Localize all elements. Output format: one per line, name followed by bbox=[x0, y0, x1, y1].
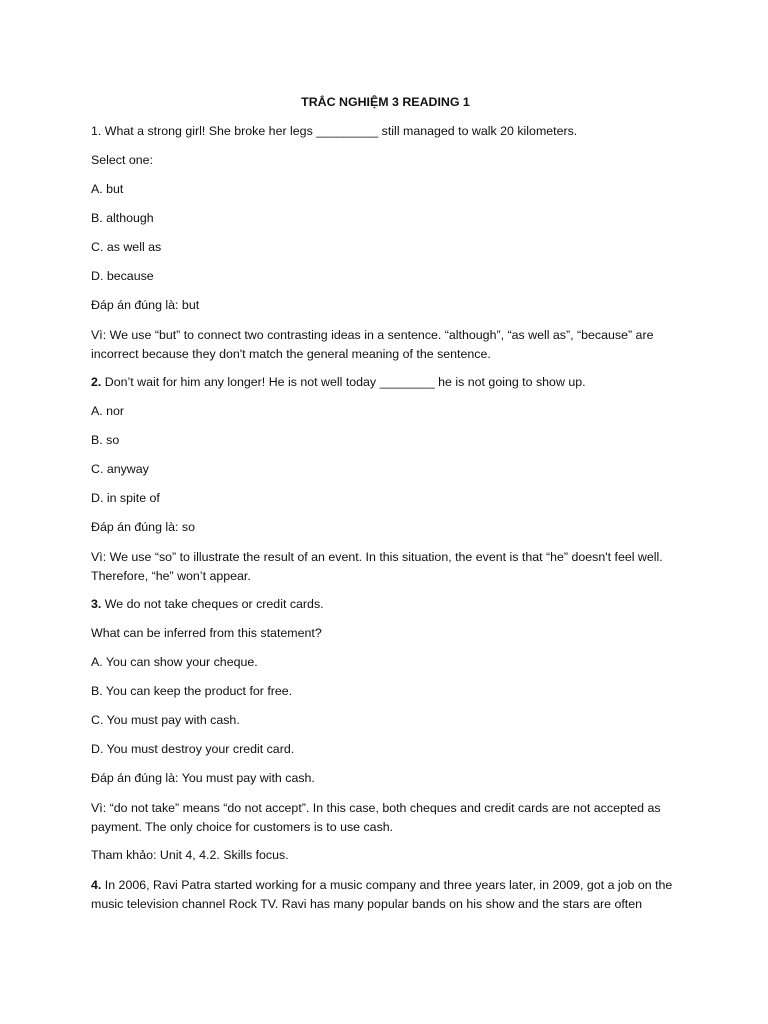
question-3-option-d: D. You must destroy your credit card. bbox=[91, 742, 295, 756]
question-3-number: 3. bbox=[91, 597, 102, 611]
question-2-explanation: Vì: We use “so” to illustrate the result of an event. In this situation, the event is that “he” doesn't feel well. Therefore, “he” won’t appear. bbox=[91, 550, 663, 583]
question-1-text: 1. What a strong girl! She broke her legs _________ still managed to walk 20 kilometers. bbox=[91, 124, 578, 138]
question-2-option-c: C. anyway bbox=[91, 462, 149, 476]
question-3-reference: Tham khảo: Unit 4, 4.2. Skills focus. bbox=[91, 848, 289, 862]
question-3-body: We do not take cheques or credit cards. bbox=[101, 597, 324, 611]
question-3-explanation: Vì: “do not take” means “do not accept”. In this case, both cheques and credit cards are not accepted as payment. The only choice for customers is to use cash. bbox=[91, 801, 661, 834]
document-title: TRẮC NGHIỆM 3 READING 1 bbox=[301, 95, 470, 109]
question-2-body: Don’t wait for him any longer! He is not well today ________ he is not going to show up. bbox=[101, 375, 586, 389]
question-1-option-c: C. as well as bbox=[91, 240, 162, 254]
question-1-explanation: Vì: We use “but” to connect two contrasting ideas in a sentence. “although”, “as well as”, “because” are incorrect because they don't match the general meaning of the sentence. bbox=[91, 328, 654, 361]
question-4 bbox=[91, 876, 680, 914]
question-2-option-a: A. nor bbox=[91, 404, 125, 418]
question-2-number: 2. bbox=[91, 375, 102, 389]
question-1-answer: Đáp án đúng là: but bbox=[91, 298, 200, 312]
question-4-text bbox=[91, 876, 680, 914]
question-1-prompt: Select one: bbox=[91, 153, 153, 167]
question-3-answer: Đáp án đúng là: You must pay with cash. bbox=[91, 771, 315, 785]
question-2-option-b: B. so bbox=[91, 433, 120, 447]
question-1 bbox=[91, 123, 680, 364]
question-2 bbox=[91, 374, 680, 586]
question-1-option-a: A. but bbox=[91, 182, 124, 196]
question-1-option-b: B. although bbox=[91, 211, 154, 225]
question-3 bbox=[91, 596, 680, 863]
question-2-option-d: D. in spite of bbox=[91, 491, 160, 505]
question-4-body: In 2006, Ravi Patra started working for a music company and three years later, in 2009, got a job on the music television channel Rock TV. Ravi has many popular bands on his show and the stars are often bbox=[91, 878, 673, 911]
question-1-option-d: D. because bbox=[91, 269, 154, 283]
question-3-prompt: What can be inferred from this statement? bbox=[91, 626, 322, 640]
question-3-option-c: C. You must pay with cash. bbox=[91, 713, 240, 727]
question-3-option-b: B. You can keep the product for free. bbox=[91, 684, 293, 698]
question-2-text bbox=[91, 374, 680, 390]
question-3-option-a: A. You can show your cheque. bbox=[91, 655, 258, 669]
question-4-number: 4. bbox=[91, 878, 102, 892]
question-3-text bbox=[91, 596, 680, 612]
question-2-answer: Đáp án đúng là: so bbox=[91, 520, 196, 534]
